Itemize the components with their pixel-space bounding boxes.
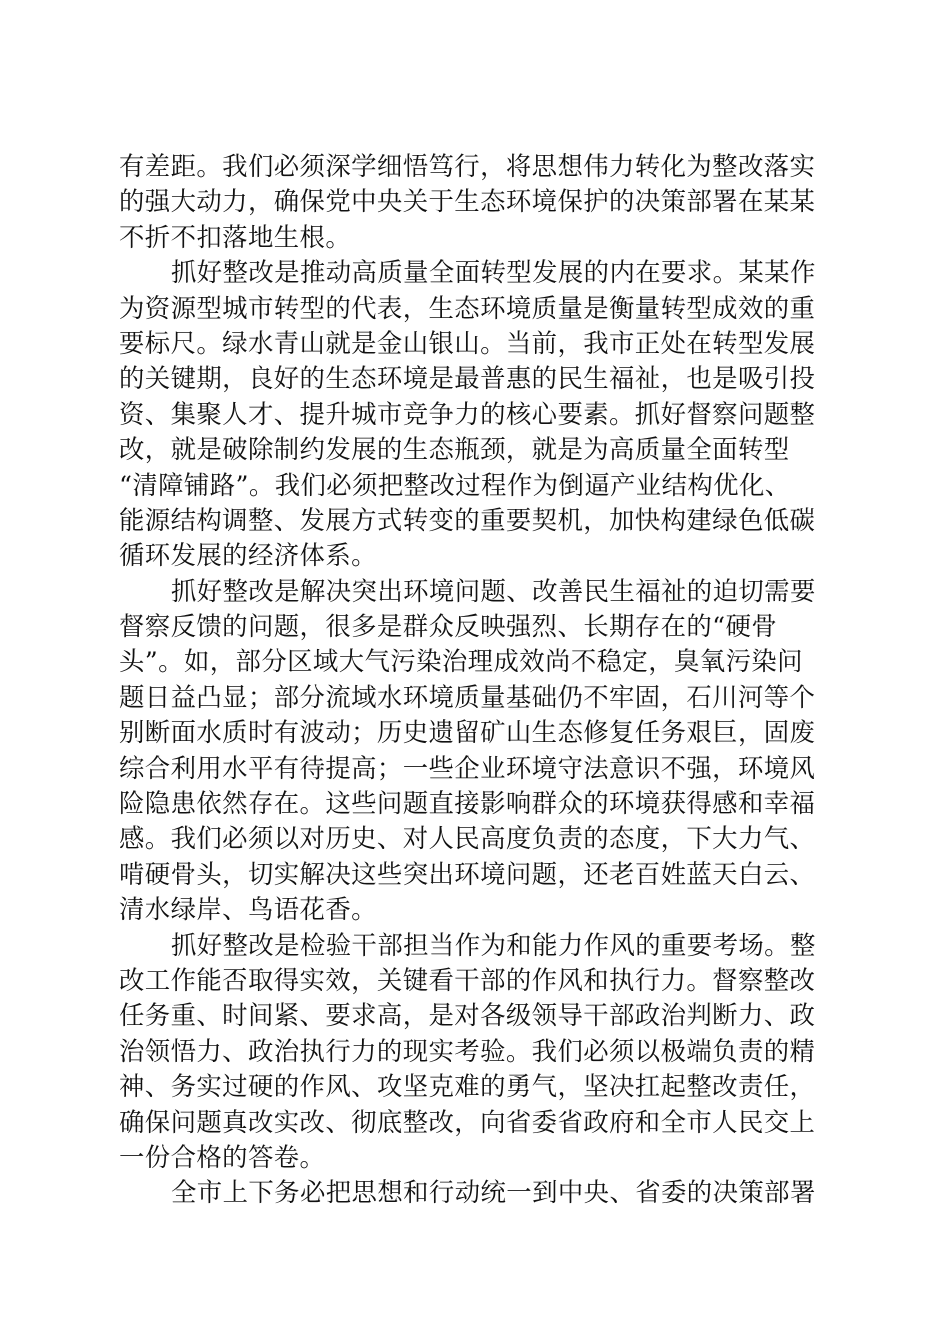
text-line: 别断面水质时有波动；历史遗留矿山生态修复任务艰巨，固废 bbox=[119, 717, 816, 748]
text-line: 的强大动力，确保党中央关于生态环境保护的决策部署在某某 bbox=[119, 186, 816, 217]
text-line: 改工作能否取得实效，关键看干部的作风和执行力。督察整改 bbox=[119, 964, 816, 995]
paragraph-start-line: 抓好整改是推动高质量全面转型发展的内在要求。某某作 bbox=[171, 257, 816, 288]
paragraph-start-line: 抓好整改是检验干部担当作为和能力作风的重要考场。整 bbox=[171, 929, 816, 960]
paragraph-start-line: 全市上下务必把思想和行动统一到中央、省委的决策部署 bbox=[171, 1177, 816, 1208]
text-line: 神、务实过硬的作风、攻坚克难的勇气，坚决扛起整改责任， bbox=[119, 1071, 816, 1102]
text-line: 督察反馈的问题，很多是群众反映强烈、长期存在的“硬骨 bbox=[119, 611, 778, 642]
text-line: 一份合格的答卷。 bbox=[119, 1141, 326, 1172]
text-line: 资、集聚人才、提升城市竞争力的核心要素。抓好督察问题整 bbox=[119, 398, 816, 429]
text-line: 题日益凸显；部分流域水环境质量基础仍不牢固，石川河等个 bbox=[119, 681, 816, 712]
text-line: 清水绿岸、鸟语花香。 bbox=[119, 894, 377, 925]
text-line: 为资源型城市转型的代表，生态环境质量是衡量转型成效的重 bbox=[119, 292, 816, 323]
text-line: 有差距。我们必须深学细悟笃行，将思想伟力转化为整改落实 bbox=[119, 151, 816, 181]
document-body bbox=[119, 149, 831, 1211]
text-line: 确保问题真改实改、彻底整改，向省委省政府和全市人民交上 bbox=[119, 1106, 816, 1137]
paragraph-start-line: 抓好整改是解决突出环境问题、改善民生福祉的迫切需要 bbox=[171, 575, 816, 606]
text-line: 啃硬骨头，切实解决这些突出环境问题，还老百姓蓝天白云、 bbox=[119, 858, 816, 889]
text-line: 感。我们必须以对历史、对人民高度负责的态度，下大力气、 bbox=[119, 823, 816, 854]
text-line: 的关键期，良好的生态环境是最普惠的民生福祉，也是吸引投 bbox=[119, 363, 816, 394]
text-line: 任务重、时间紧、要求高，是对各级领导干部政治判断力、政 bbox=[119, 1000, 816, 1031]
text-line: 头”。如，部分区域大气污染治理成效尚不稳定，臭氧污染问 bbox=[119, 646, 803, 677]
text-line: “清障铺路”。我们必须把整改过程作为倒逼产业结构优化、 bbox=[119, 469, 791, 500]
text-line: 不折不扣落地生根。 bbox=[119, 221, 352, 252]
text-line: 险隐患依然存在。这些问题直接影响群众的环境获得感和幸福 bbox=[119, 788, 816, 819]
text-line: 改，就是破除制约发展的生态瓶颈，就是为高质量全面转型 bbox=[119, 434, 790, 465]
text-line: 能源结构调整、发展方式转变的重要契机，加快构建绿色低碳 bbox=[119, 504, 816, 535]
text-line: 循环发展的经济体系。 bbox=[119, 540, 377, 571]
text-line: 要标尺。绿水青山就是金山银山。当前，我市正处在转型发展 bbox=[119, 327, 816, 358]
text-line: 综合利用水平有待提高；一些企业环境守法意识不强，环境风 bbox=[119, 752, 816, 783]
text-line: 治领悟力、政治执行力的现实考验。我们必须以极端负责的精 bbox=[119, 1035, 816, 1066]
